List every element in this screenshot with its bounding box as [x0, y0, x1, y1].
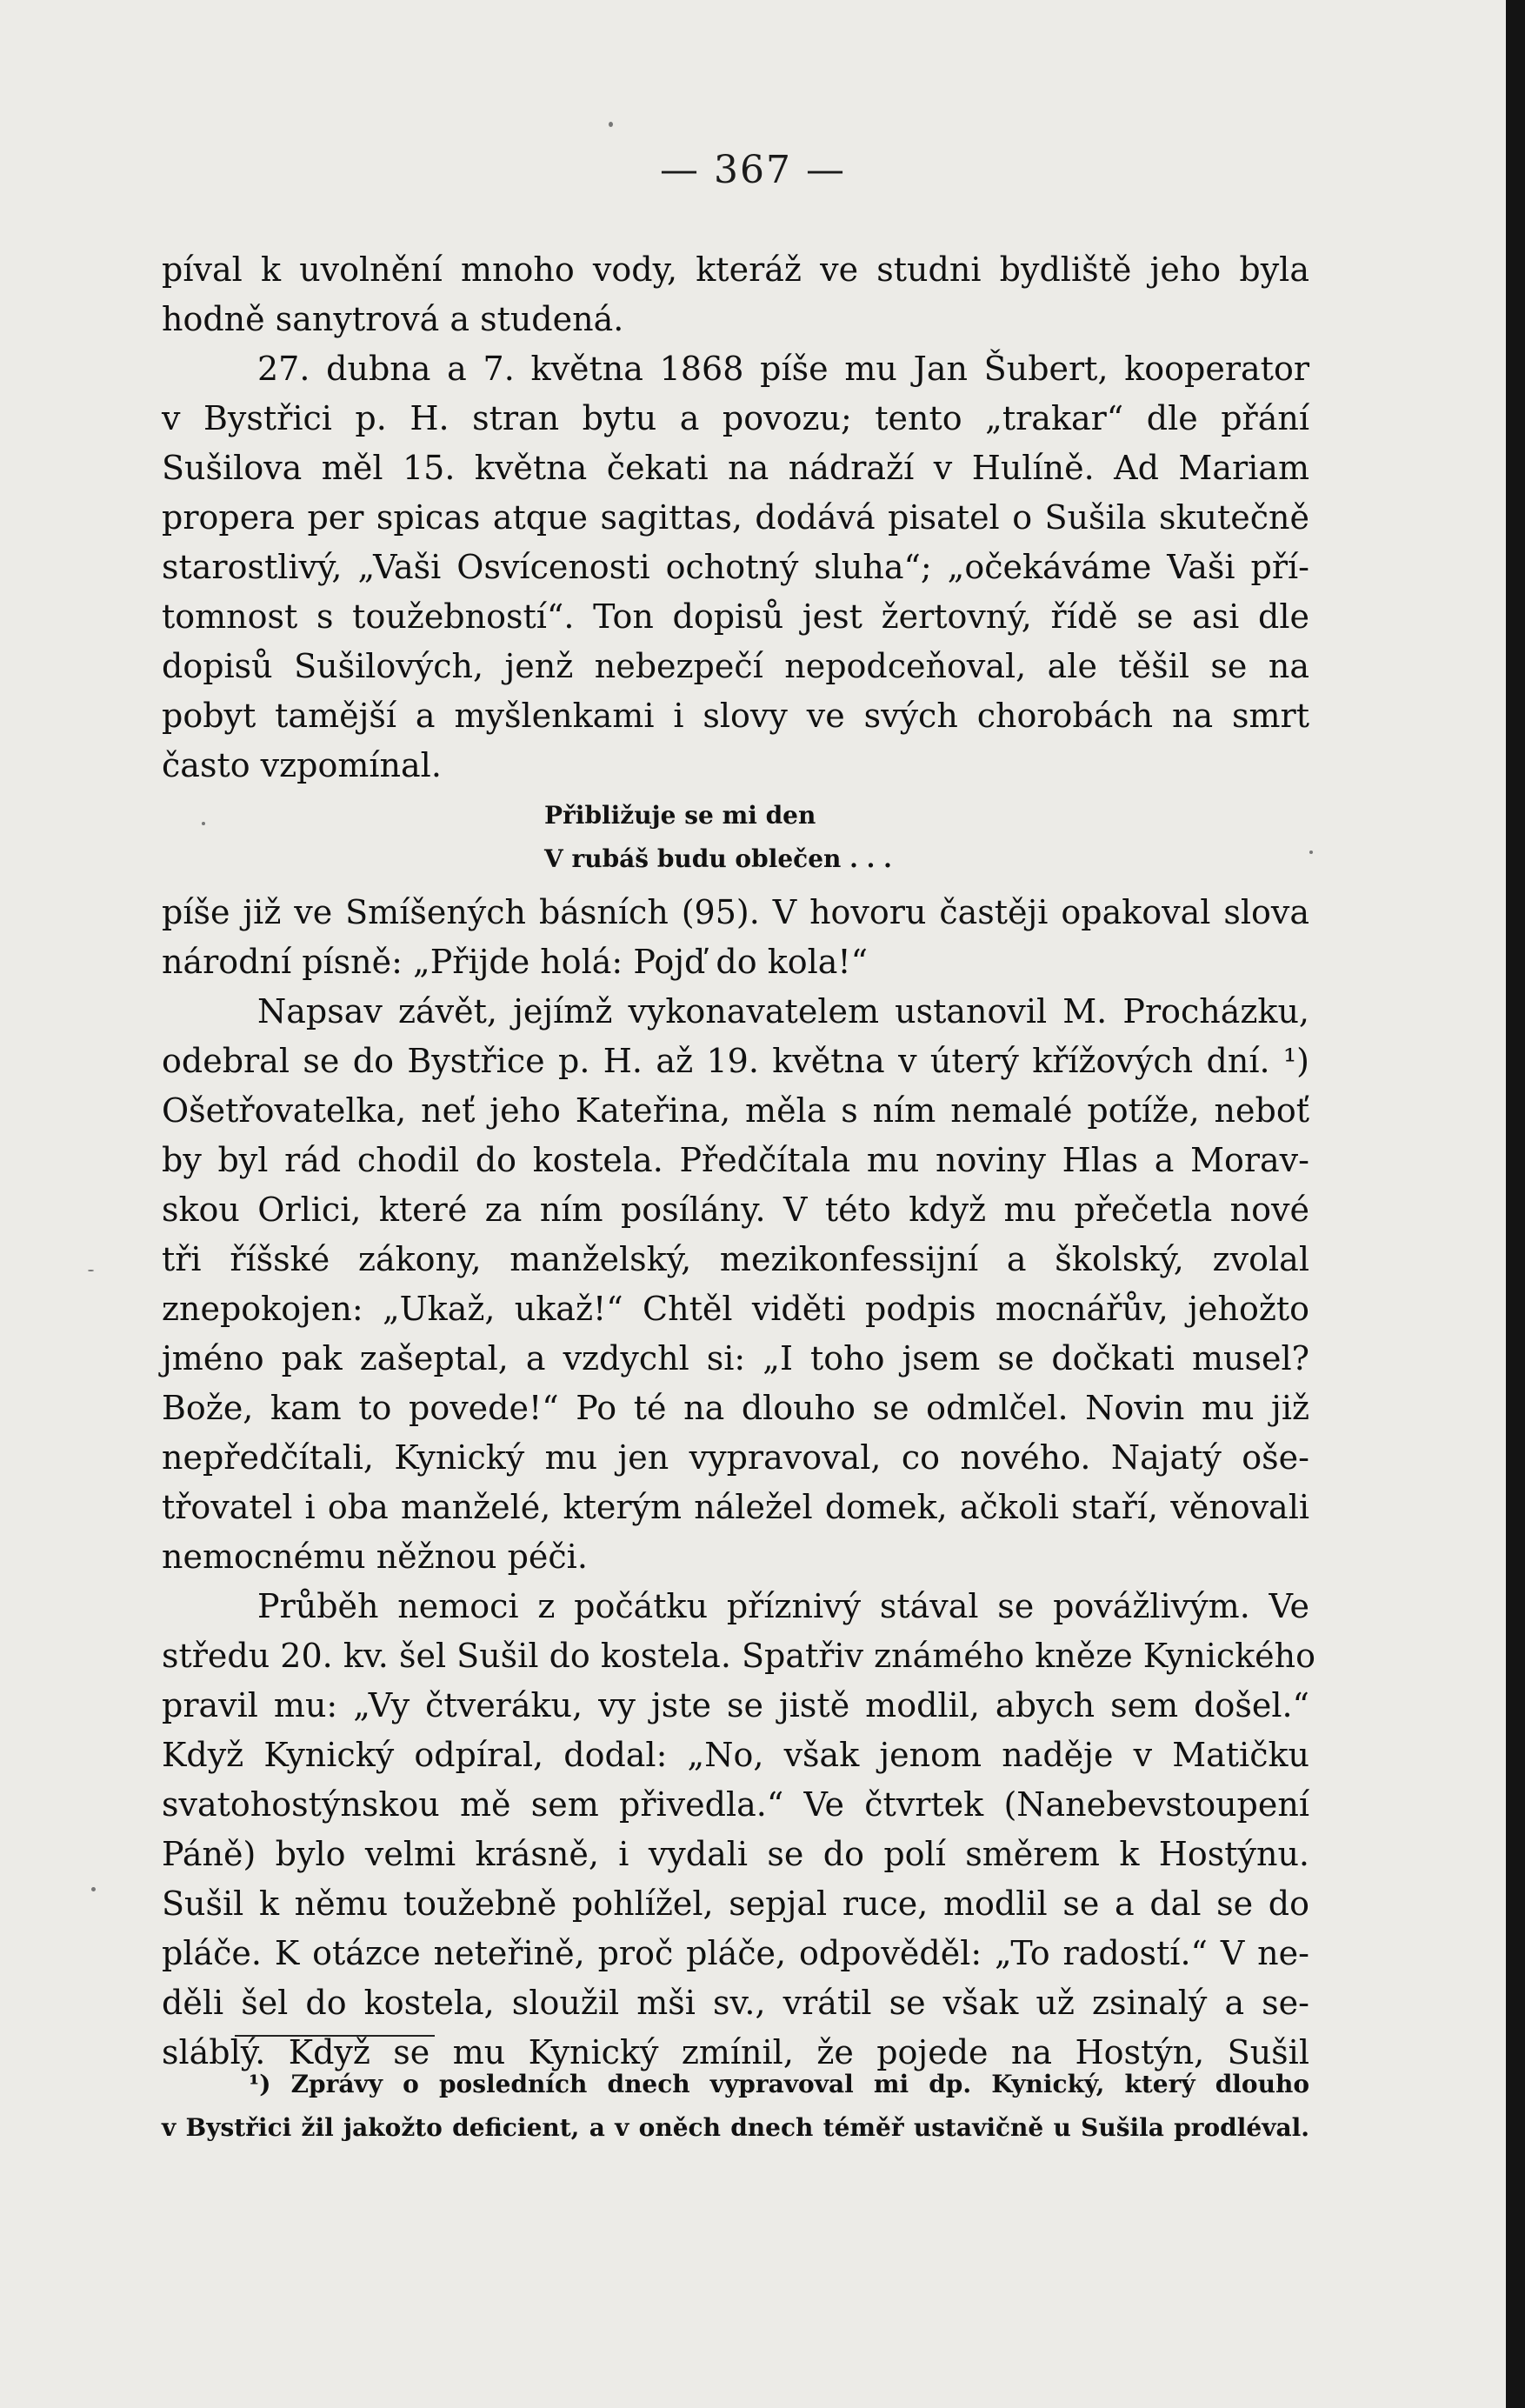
text-line: nemocnému něžnou péči.: [162, 1538, 588, 1576]
text-line: dopisů Sušilových, jenž nebezpečí nepodceňoval, ale těšil se na: [162, 647, 1309, 685]
poem-line: V rubáš budu oblečen . . .: [544, 844, 892, 873]
text-line: jméno pak zašeptal, a vzdychl si: „I toho jsem se dočkati musel?: [162, 1339, 1309, 1377]
paper-speck: [91, 1887, 96, 1891]
text-line: sláblý. Když se mu Kynický zmínil, že pojede na Hostýn, Sušil: [162, 2033, 1309, 2071]
poem-line: Přibližuje se mi den: [544, 801, 816, 830]
text-line: píval k uvolnění mnoho vody, kteráž ve studni bydliště jeho byla: [162, 250, 1309, 289]
text-line: Ošetřovatelka, neť jeho Kateřina, měla s ním nemalé potíže, neboť: [162, 1091, 1309, 1130]
paper-speck: [202, 822, 205, 825]
footnote: [162, 2063, 1309, 2150]
text-line: starostlivý, „Vaši Osvícenosti ochotný sluha“; „očekáváme Vaši pří-: [162, 548, 1309, 586]
text-line: národní písně: „Přijde holá: Pojď do kola!“: [162, 943, 869, 981]
text-line: Páně) bylo velmi krásně, i vydali se do polí směrem k Hostýnu.: [162, 1835, 1309, 1873]
text-line: třovatel i oba manželé, kterým náležel domek, ačkoli staří, věnovali: [162, 1488, 1309, 1526]
text-line: propera per spicas atque sagittas, dodává pisatel o Sušila skutečně: [162, 498, 1309, 537]
footnote-line: v Bystřici žil jakožto deficient, a v oněch dnech téměř ustavičně u Sušila prodléval.: [162, 2113, 1309, 2142]
paper-speck: [88, 1270, 94, 1271]
page-number: — 367 —: [660, 148, 846, 192]
text-line: tři říšské zákony, manželský, mezikonfessijní a školský, zvolal: [162, 1240, 1309, 1278]
text-line: Napsav závět, jejímž vykonavatelem ustanovil M. Procházku,: [257, 992, 1309, 1031]
text-line: často vzpomínal.: [162, 746, 442, 784]
text-line: pravil mu: „Vy čtveráku, vy jste se jistě modlil, abych sem došel.“: [162, 1686, 1309, 1724]
paper-speck: [609, 122, 613, 127]
text-line: odebral se do Bystřice p. H. až 19. května v úterý křížových dní. ¹): [162, 1042, 1309, 1080]
text-line: znepokojen: „Ukaž, ukaž!“ Chtěl viděti podpis mocnářův, jehožto: [162, 1290, 1309, 1328]
text-line: v Bystřici p. H. stran bytu a povozu; tento „trakar“ dle přání: [162, 399, 1309, 437]
scan-edge: [1506, 0, 1525, 2408]
text-line: hodně sanytrová a studená.: [162, 300, 624, 338]
poem-quote: [162, 794, 1309, 881]
body-text: [162, 245, 1316, 2078]
text-line: Sušilova měl 15. května čekati na nádraží v Hulíně. Ad Mariam: [162, 449, 1309, 487]
footnote-line: ¹) Zprávy o posledních dnech vypravoval mi dp. Kynický, který dlouho: [249, 2070, 1309, 2098]
text-line: píše již ve Smíšených básních (95). V hovoru častěji opakoval slova: [162, 893, 1309, 931]
text-line: Sušil k němu toužebně pohlížel, sepjal ruce, modlil se a dal se do: [162, 1884, 1309, 1923]
text-line: by byl rád chodil do kostela. Předčítala mu noviny Hlas a Morav-: [162, 1141, 1309, 1179]
paper-speck: [1309, 850, 1313, 854]
text-line: Průběh nemoci z počátku příznivý stával se povážlivým. Ve: [257, 1587, 1309, 1625]
text-line: tomnost s toužebností“. Ton dopisů jest žertovný, řídě se asi dle: [162, 597, 1309, 636]
text-line: pobyt tamější a myšlenkami i slovy ve svých chorobách na smrt: [162, 697, 1309, 735]
text-line: středu 20. kv. šel Sušil do kostela. Spatřiv známého kněze Kynického: [162, 1637, 1316, 1675]
text-line: děli šel do kostela, sloužil mši sv., vrátil se však už zsinalý a se-: [162, 1984, 1309, 2022]
footnote-divider: [235, 2035, 435, 2037]
text-line: 27. dubna a 7. května 1868 píše mu Jan Šubert, kooperator: [257, 350, 1309, 388]
text-line: skou Orlici, které za ním posílány. V této když mu přečetla nové: [162, 1191, 1309, 1229]
text-line: pláče. K otázce neteřině, proč pláče, odpověděl: „To radostí.“ V ne-: [162, 1934, 1309, 1972]
text-line: Bože, kam to povede!“ Po té na dlouho se odmlčel. Novin mu již: [162, 1389, 1309, 1427]
text-line: Když Kynický odpíral, dodal: „No, však jenom naděje v Matičku: [162, 1736, 1309, 1774]
text-line: svatohostýnskou mě sem přivedla.“ Ve čtvrtek (Nanebevstoupení: [162, 1785, 1309, 1824]
text-line: nepředčítali, Kynický mu jen vypravoval, co nového. Najatý oše-: [162, 1438, 1309, 1477]
